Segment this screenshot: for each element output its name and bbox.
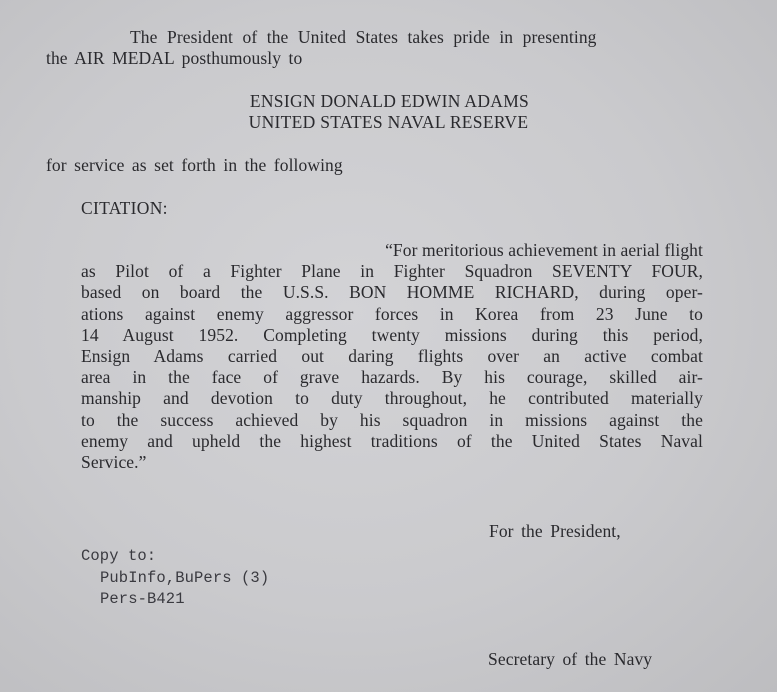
copy-to-item: Pers-B421 <box>100 590 185 608</box>
citation-line: “For meritorious achievement in aerial flight <box>385 240 703 260</box>
closing-line: For the President, <box>489 521 621 541</box>
citation-text <box>81 240 703 473</box>
copy-to-item: PubInfo,BuPers (3) <box>100 569 270 587</box>
recipient-unit: UNITED STATES NAVAL RESERVE <box>248 112 529 132</box>
citation-line: manship and devotion to duty throughout, he contributed materially <box>81 388 703 409</box>
citation-line: as Pilot of a Fighter Plane in Fighter Squadron SEVENTY FOUR, <box>81 261 703 282</box>
citation-line: 14 August 1952. Completing twenty missions during this period, <box>81 324 703 345</box>
intro-line-1: The President of the United States takes pride in presenting <box>130 27 597 47</box>
citation-line: ations against enemy aggressor forces in Korea from 23 June to <box>81 303 703 324</box>
copy-to-label: Copy to: <box>81 547 157 565</box>
citation-line: Service.” <box>81 451 147 472</box>
intro-line-2: the AIR MEDAL posthumously to <box>46 48 303 68</box>
citation-line: Ensign Adams carried out daring flights over an active combat <box>81 345 703 366</box>
signature-title: Secretary of the Navy <box>488 649 653 669</box>
citation-heading: CITATION: <box>81 198 168 218</box>
citation-line: enemy and upheld the highest traditions of the United States Naval <box>81 430 703 451</box>
citation-line: to the success achieved by his squadron in missions against the <box>81 409 703 430</box>
recipient-name: ENSIGN DONALD EDWIN ADAMS <box>249 91 530 111</box>
citation-line: based on board the U.S.S. BON HOMME RICHARD, during oper- <box>81 282 703 303</box>
service-line: for service as set forth in the following <box>46 155 343 175</box>
citation-line: area in the face of grave hazards. By his courage, skilled air- <box>81 367 703 388</box>
